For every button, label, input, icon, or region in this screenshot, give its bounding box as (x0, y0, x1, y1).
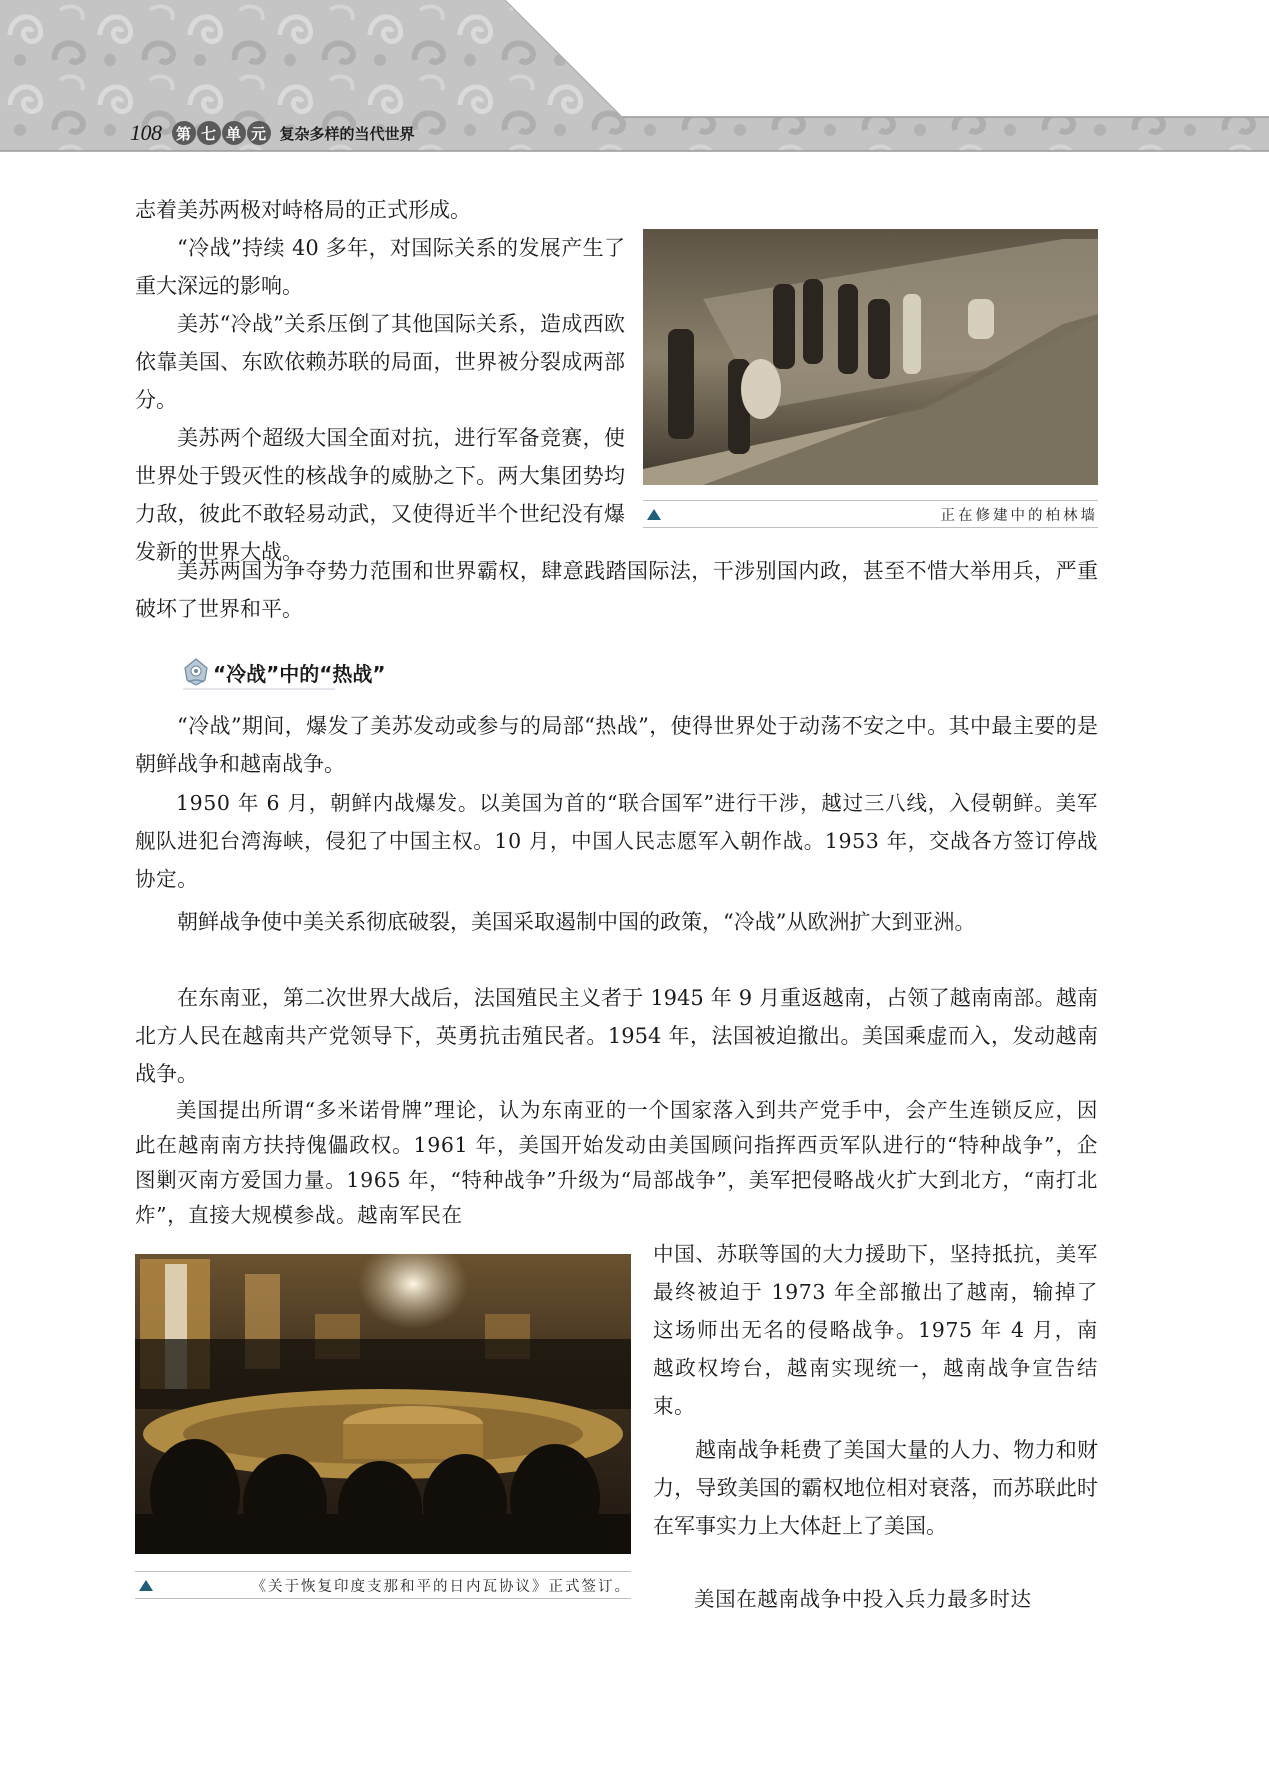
unit-char: 七 (197, 121, 221, 145)
paragraph: 在东南亚，第二次世界大战后，法国殖民主义者于 1945 年 9 月重返越南，占领了越南南部。越南北方人民在越南共产党领导下，英勇抗击殖民者。1954 年，法国被迫撤出。美国乘虚而入，发动越南战争。 (135, 986, 1098, 1086)
unit-char: 元 (247, 121, 271, 145)
paragraph: 美苏两个超级大国全面对抗，进行军备竞赛，使世界处于毁灭性的核战争的威胁之下。两大集团势均力敌，彼此不敢轻易动武，又使得近半个世纪没有爆发新的世界大战。 (135, 426, 625, 564)
photo-berlin-wall (643, 229, 1098, 485)
running-head (130, 118, 415, 148)
figure-caption: 《关于恢复印度支那和平的日内瓦协议》正式签订。 (251, 1578, 631, 1595)
caption-bar-berlin (643, 500, 1098, 528)
figure-caption: 正在修建中的柏林墙 (940, 507, 1098, 524)
photo-geneva-conference (135, 1254, 631, 1554)
berlin-wall-image (643, 229, 1098, 485)
paragraph: 美国在越南战争中投入兵力最多时达 (694, 1587, 1032, 1611)
heading-underline (183, 688, 335, 690)
paragraph: “冷战”持续 40 多年，对国际关系的发展产生了重大深远的影响。 (135, 236, 625, 298)
caption-bar-geneva (135, 1571, 631, 1599)
geneva-conference-image (135, 1254, 631, 1554)
page-number: 108 (130, 120, 162, 145)
paragraph: 美国提出所谓“多米诺骨牌”理论，认为东南亚的一个国家落入到共产党手中，会产生连锁反应，因此在越南南方扶持傀儡政权。1961 年，美国开始发动由美国顾问指挥西贡军队进行的“特种战争”，企图剿灭南方爱国力量。1965 年，“特种战争”升级为“局部战争”，美军把侵略战火扩大到北方，“南打北炸”，直接大规模参战。越南军民在 (135, 1098, 1098, 1227)
paragraph: 美苏“冷战”关系压倒了其他国际关系，造成西欧依靠美国、东欧依赖苏联的局面，世界被分裂成两部分。 (135, 312, 625, 412)
triangle-marker-icon (139, 1580, 153, 1591)
page-header-banner (0, 0, 1269, 152)
paragraph: 越南战争耗费了美国大量的人力、物力和财力，导致美国的霸权地位相对衰落，而苏联此时在军事实力上大体赶上了美国。 (653, 1438, 1098, 1538)
paragraph: 美苏两国为争夺势力范围和世界霸权，肆意践踏国际法，干涉别国内政，甚至不惜大举用兵，严重破坏了世界和平。 (135, 559, 1098, 621)
triangle-marker-icon (647, 509, 661, 520)
unit-char: 单 (222, 121, 246, 145)
paragraph: 志着美苏两极对峙格局的正式形成。 (135, 198, 471, 222)
paragraph: 朝鲜战争使中美关系彻底破裂，美国采取遏制中国的政策，“冷战”从欧洲扩大到亚洲。 (177, 910, 976, 934)
unit-badge (172, 121, 272, 145)
section-heading (183, 654, 386, 690)
unit-title: 复杂多样的当代世界 (279, 124, 415, 143)
paragraph: “冷战”期间，爆发了美苏发动或参与的局部“热战”，使得世界处于动荡不安之中。其中最主要的是朝鲜战争和越南战争。 (135, 714, 1098, 776)
paragraph: 中国、苏联等国的大力援助下，坚持抵抗，美军最终被迫于 1973 年全部撤出了越南，输掉了这场师出无名的侵略战争。1975 年 4 月，南越政权垮台，越南实现统一，越南战争宣告结束。 (653, 1242, 1098, 1418)
ornament-emblem-icon (183, 658, 209, 686)
section-title: “冷战”中的“热战” (213, 661, 386, 686)
unit-char: 第 (172, 121, 196, 145)
paragraph: 1950 年 6 月，朝鲜内战爆发。以美国为首的“联合国军”进行干涉，越过三八线，入侵朝鲜。美军舰队进犯台湾海峡，侵犯了中国主权。10 月，中国人民志愿军入朝作战。1953 年，交战各方签订停战协定。 (135, 791, 1098, 891)
